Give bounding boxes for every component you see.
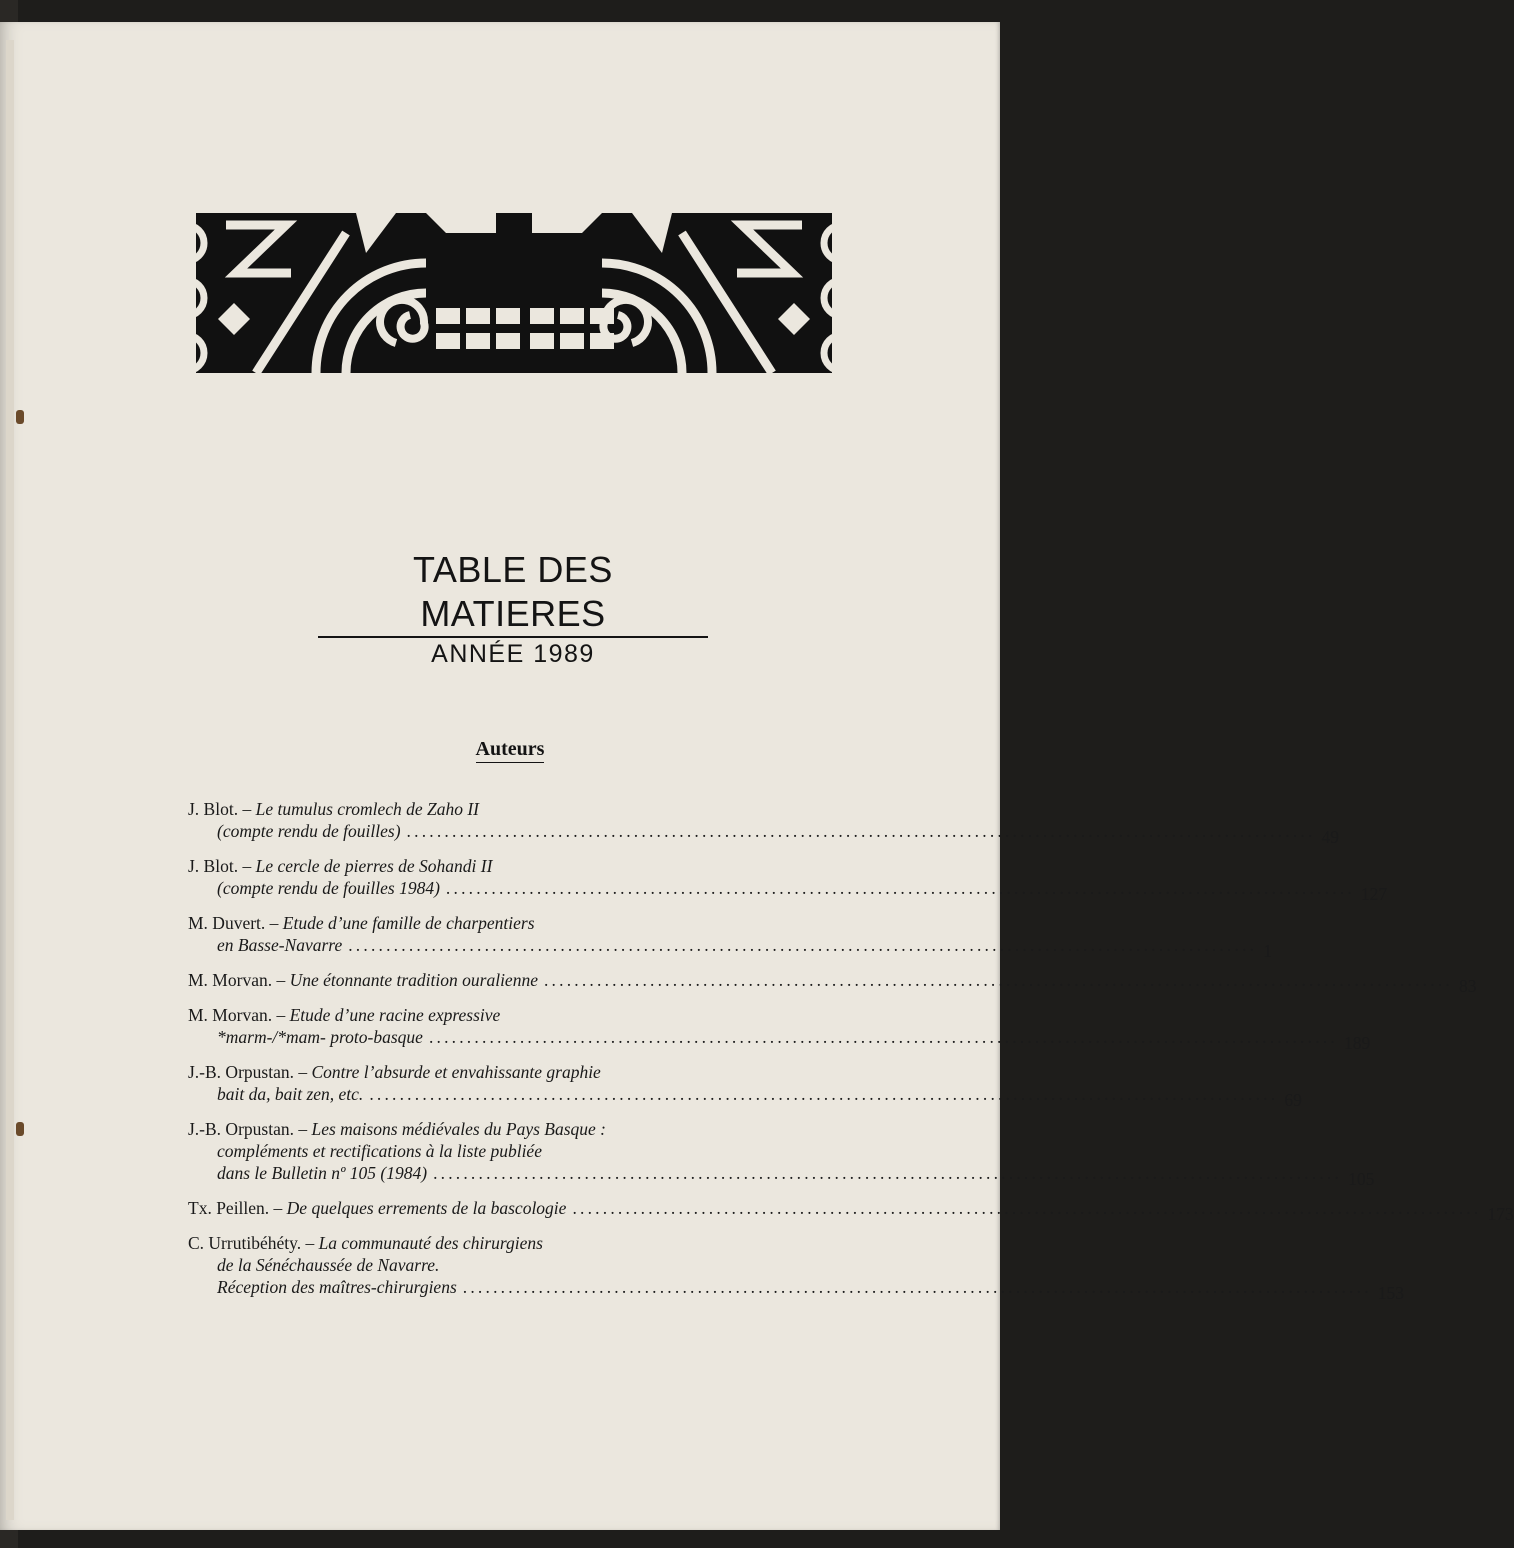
toc-entry xyxy=(188,969,1477,996)
entry-page-number: 189 xyxy=(1343,1033,1371,1053)
leader-dots: ........................................................................................................................ xyxy=(406,821,1316,841)
leader-dots: ........................................................................................................................ xyxy=(543,970,1453,990)
decorative-ornament xyxy=(196,213,832,373)
toc-line xyxy=(188,912,828,934)
entry-page-number: 153 xyxy=(1377,1283,1405,1303)
toc-line xyxy=(188,1197,1514,1224)
leader-dots: ........................................................................................................................ xyxy=(348,935,1258,955)
entry-title-line: dans le Bulletin nº 105 (1984) xyxy=(217,1163,428,1183)
table-of-contents xyxy=(188,798,1514,1311)
page-title: TABLE DES MATIERES xyxy=(318,548,708,638)
toc-line xyxy=(188,1140,828,1162)
leader-dots: ........................................................................................................................ xyxy=(445,878,1355,898)
entry-title-line: bait da, bait zen, etc. xyxy=(217,1084,364,1104)
entry-author: M. Duvert. xyxy=(188,913,266,933)
author-title-separator: – xyxy=(238,799,256,819)
toc-line xyxy=(188,969,1477,996)
entry-title-line: De quelques errements de la bascologie xyxy=(286,1198,567,1218)
toc-line xyxy=(188,1061,828,1083)
entry-title-line: Le tumulus cromlech de Zaho II xyxy=(255,799,480,819)
entry-title-line: de la Sénéchaussée de Navarre. xyxy=(217,1255,440,1275)
entry-page-number: 127 xyxy=(1360,884,1388,904)
entry-page-number: 69 xyxy=(1284,1090,1302,1110)
author-title-separator: – xyxy=(265,913,283,933)
entry-author: J. Blot. xyxy=(188,856,239,876)
entry-title-line: Etude d’une racine expressive xyxy=(289,1005,501,1025)
toc-line xyxy=(188,1026,1371,1053)
toc-line xyxy=(188,1118,828,1140)
entry-title-line: (compte rendu de fouilles 1984) xyxy=(217,878,440,898)
entry-title-line: La communauté des chirurgiens xyxy=(318,1233,543,1253)
toc-line xyxy=(188,820,1340,847)
entry-page-number: 1 xyxy=(1263,941,1272,961)
entry-title-line: Le cercle de pierres de Sohandi II xyxy=(255,856,493,876)
toc-entry xyxy=(188,1061,1302,1110)
entry-title-line: Etude d’une famille de charpentiers xyxy=(282,913,535,933)
toc-line xyxy=(188,1254,828,1276)
toc-line xyxy=(188,798,828,820)
entry-title-line: compléments et rectifications à la liste publiée xyxy=(217,1141,542,1161)
author-title-separator: – xyxy=(301,1233,319,1253)
entry-title-line: *marm-/*mam- proto-basque xyxy=(217,1027,423,1047)
entry-title-line: Une étonnante tradition ouralienne xyxy=(289,970,538,990)
toc-line xyxy=(188,855,828,877)
entry-title-line: (compte rendu de fouilles) xyxy=(217,821,401,841)
author-title-separator: – xyxy=(293,1062,312,1082)
entry-page-number: 49 xyxy=(1321,827,1340,847)
leader-dots: ........................................................................................................................ xyxy=(433,1163,1343,1183)
toc-entry xyxy=(188,798,1340,847)
binding-tack xyxy=(16,1122,24,1136)
entry-author: M. Morvan. xyxy=(188,970,273,990)
author-title-separator: – xyxy=(272,1005,290,1025)
entry-page-number: 83 xyxy=(1458,976,1477,996)
toc-line xyxy=(188,1276,1405,1303)
leader-dots: ........................................................................................................................ xyxy=(462,1277,1372,1297)
entry-author: M. Morvan. xyxy=(188,1005,273,1025)
entry-author: J.-B. Orpustan. xyxy=(188,1119,294,1139)
toc-line xyxy=(188,1232,828,1254)
entry-page-number: 105 xyxy=(1348,1169,1375,1189)
page-edge xyxy=(6,40,14,1520)
toc-entry xyxy=(188,1118,1375,1189)
entry-author: Tx. Peillen. xyxy=(188,1198,270,1218)
toc-entry xyxy=(188,855,1388,904)
toc-entry xyxy=(188,912,1272,961)
toc-entry xyxy=(188,1197,1514,1224)
toc-entry xyxy=(188,1004,1371,1053)
toc-line xyxy=(188,1004,828,1026)
binding-tack xyxy=(16,410,24,424)
entry-author: C. Urrutibéhéty. xyxy=(188,1233,302,1253)
entry-title-line: en Basse-Navarre xyxy=(217,935,343,955)
entry-title-line: Contre l’absurde et envahissante graphie xyxy=(311,1062,601,1082)
entry-page-number: 173 xyxy=(1487,1204,1514,1224)
year-heading: ANNÉE 1989 xyxy=(431,640,595,668)
author-title-separator: – xyxy=(269,1198,287,1218)
author-title-separator: – xyxy=(293,1119,312,1139)
toc-line xyxy=(188,1162,1375,1189)
entry-author: J.-B. Orpustan. xyxy=(188,1062,294,1082)
leader-dots: ........................................................................................................................ xyxy=(428,1027,1338,1047)
toc-line xyxy=(188,877,1388,904)
section-heading: Auteurs xyxy=(450,738,570,761)
entry-title-line: Réception des maîtres-chirurgiens xyxy=(217,1277,457,1297)
entry-title-line: Les maisons médiévales du Pays Basque : xyxy=(311,1119,607,1139)
toc-line xyxy=(188,1083,1302,1110)
leader-dots: ........................................................................................................................ xyxy=(572,1198,1482,1218)
toc-entry xyxy=(188,1232,1405,1303)
author-title-separator: – xyxy=(238,856,256,876)
toc-line xyxy=(188,934,1272,961)
author-title-separator: – xyxy=(272,970,290,990)
leader-dots: ........................................................................................................................ xyxy=(369,1084,1279,1104)
entry-author: J. Blot. xyxy=(188,799,239,819)
